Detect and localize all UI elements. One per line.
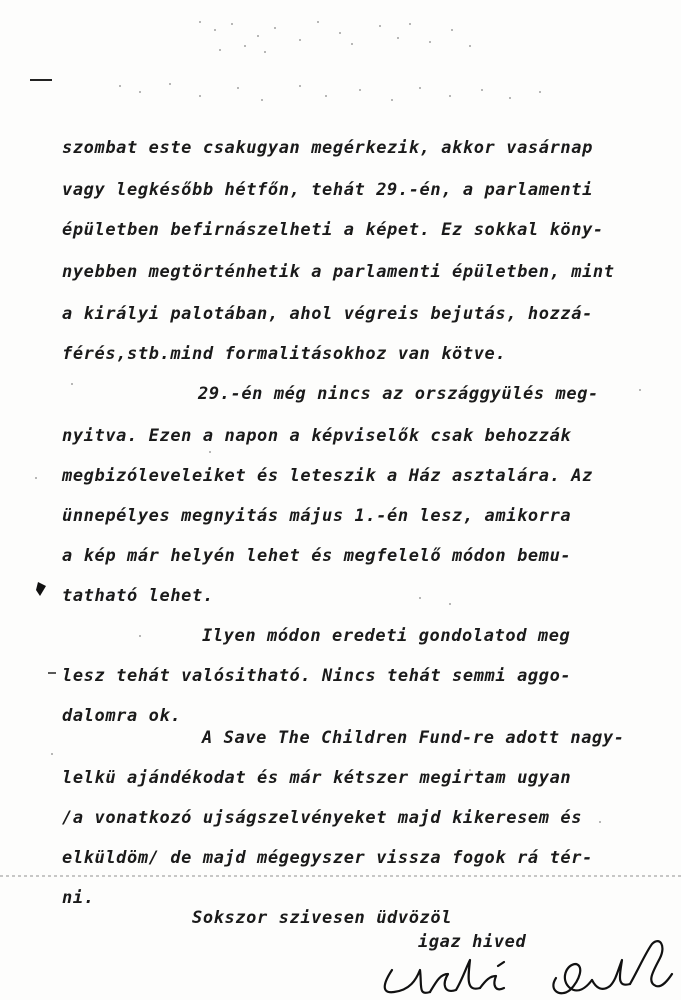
letter-line: a kép már helyén lehet és megfelelő módon bemu- — [62, 546, 572, 566]
letter-line: tatható lehet. — [62, 586, 214, 606]
letter-line: Ilyen módon eredeti gondolatod meg — [202, 626, 571, 646]
letter-line: épületben befirnászelheti a képet. Ez sokkal köny- — [62, 220, 604, 240]
letter-line: dalomra ok. — [62, 706, 182, 726]
handwritten-signature — [370, 930, 681, 1000]
letter-line: nyitva. Ezen a napon a képviselők csak behozzák — [62, 426, 572, 446]
margin-mark — [36, 582, 46, 596]
closing-line: Sokszor szivesen üdvözöl — [192, 908, 453, 928]
letter-line: nyebben megtörténhetik a parlamenti épületben, mint — [62, 262, 615, 282]
closing-line: igaz hived — [418, 932, 527, 952]
letter-line: megbizóleveleiket és leteszik a Ház asztalára. Az — [62, 466, 593, 486]
letter-line: a királyi palotában, ahol végreis bejutás, hozzá- — [62, 304, 593, 324]
letter-line: A Save The Children Fund-re adott nagy- — [202, 728, 625, 748]
letter-line: szombat este csakugyan megérkezik, akkor vasárnap — [62, 138, 593, 158]
letter-line: lesz tehát valósitható. Nincs tehát semmi aggo- — [62, 666, 572, 686]
letter-line: elküldöm/ de majd mégegyszer vissza fogok rá tér- — [62, 848, 593, 868]
letter-line: /a vonatkozó ujságszelvényeket majd kikeresem és — [62, 808, 583, 828]
letter-line: férés,stb.mind formalitásokhoz van kötve. — [62, 344, 507, 364]
letter-line: 29.-én még nincs az országgyülés meg- — [198, 384, 599, 404]
letter-line: ünnepélyes megnyitás május 1.-én lesz, amikorra — [62, 506, 572, 526]
letter-line: vagy legkésőbb hétfőn, tehát 29.-én, a parlamenti — [62, 180, 593, 200]
letter-line: lelkü ajándékodat és már kétszer megirtam ugyan — [62, 768, 572, 788]
letter-line: ni. — [62, 888, 95, 908]
